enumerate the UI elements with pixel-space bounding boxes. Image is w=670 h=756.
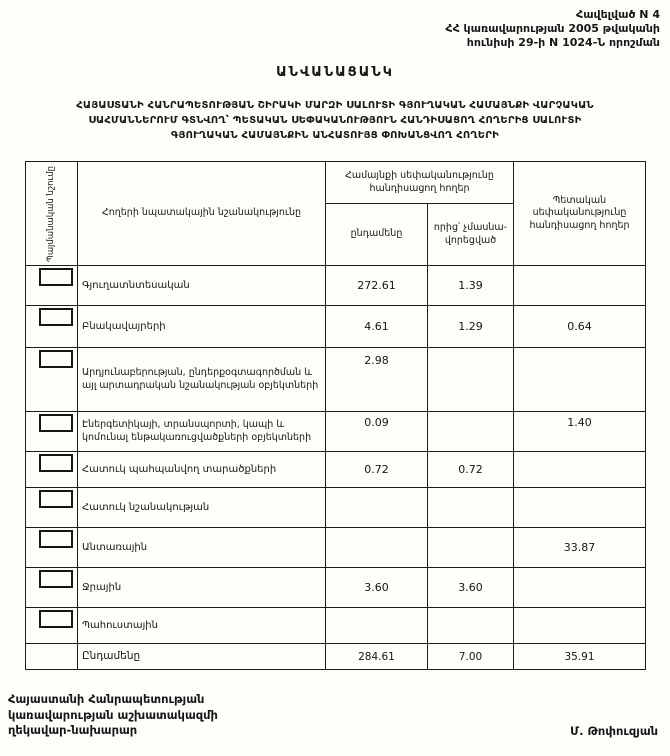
row-unprivatized: 3.60 — [428, 568, 514, 608]
table-row — [26, 348, 646, 412]
symbol-box — [39, 268, 73, 286]
col-header-state: Պետական սեփականությունը հանդիսացող հողեր — [514, 162, 646, 266]
row-unprivatized: 1.29 — [428, 306, 514, 348]
row-unprivatized: 0.72 — [428, 452, 514, 488]
land-transfer-table — [25, 161, 646, 670]
row-total: 0.09 — [326, 412, 428, 452]
row-total — [326, 528, 428, 568]
annex-line-1: Հավելված N 4 — [576, 8, 660, 21]
table-row — [26, 266, 646, 306]
total-unprivatized: 7.00 — [428, 644, 514, 670]
page-title: ԱՆՎԱՆԱՑԱՆԿ — [276, 65, 394, 81]
col-header-total: ընդամենը — [326, 204, 428, 266]
symbol-box — [39, 414, 73, 432]
signatory-line-1: Հայաստանի Հանրապետության — [8, 692, 205, 707]
document-footer — [0, 692, 670, 739]
signatory-line-2: կառավարության աշխատակազմի — [8, 707, 218, 722]
signatory-title — [8, 692, 218, 739]
row-label: Հատուկ պահպանվող տարածքների — [78, 452, 326, 488]
group-header-community: Համայնքի սեփականությունը հանդիսացող հողեր — [326, 162, 514, 204]
total-total: 284.61 — [326, 644, 428, 670]
symbol-box — [39, 610, 73, 628]
symbol-box — [39, 454, 73, 472]
subtitle-line-2: ՍԱՀՄԱՆՆԵՐՈՒՄ ԳՏՆՎՈՂ՝ ՊԵՏԱԿԱՆ ՍԵՓԱԿԱՆՈՒԹՅՈՒՆ ՀԱՆԴԻՍԱՑՈՂ ՀՈՂԵՐԻՑ ՍԱԼՈՒՏԻ — [88, 115, 582, 127]
symbol-box — [39, 490, 73, 508]
table-row — [26, 608, 646, 644]
row-label: Հատուկ նշանակության — [78, 488, 326, 528]
row-total: 2.98 — [326, 348, 428, 412]
row-unprivatized — [428, 528, 514, 568]
row-unprivatized — [428, 488, 514, 528]
symbol-box — [39, 570, 73, 588]
row-total: 0.72 — [326, 452, 428, 488]
row-total — [326, 488, 428, 528]
symbol-box — [39, 350, 73, 368]
table-row — [26, 452, 646, 488]
col-header-symbol — [26, 162, 78, 266]
row-unprivatized — [428, 412, 514, 452]
signature-name: Մ. Թոփուզյան — [570, 723, 658, 738]
total-state: 35.91 — [514, 644, 646, 670]
row-label: Արդյունաբերության, ընդերքօգտագործման և այլ արտադրական նշանակության օբյեկտների — [78, 348, 326, 412]
subtitle-line-1: ՀԱՅԱՍՏԱՆԻ ՀԱՆՐԱՊԵՏՈՒԹՅԱՆ ՇԻՐԱԿԻ ՄԱՐԶԻ ՍԱԼՈՒՏԻ ԳՅՈՒՂԱԿԱՆ ՀԱՄԱՅՆՔԻ ՎԱՐՉԱԿԱՆ — [76, 100, 594, 112]
row-unprivatized — [428, 608, 514, 644]
row-label: Էներգետիկայի, տրանսպորտի, կապի և կոմունալ ենթակառուցվածքների օբյեկտների — [78, 412, 326, 452]
row-label: Ջրային — [78, 568, 326, 608]
row-total — [326, 608, 428, 644]
annex-line-3: հունիսի 29-ի N 1024-Ն որոշման — [466, 35, 660, 49]
table-row — [26, 412, 646, 452]
col-header-unprivatized: որից՝ չմասնա-վորեցված — [428, 204, 514, 266]
symbol-box — [39, 308, 73, 326]
table-row — [26, 306, 646, 348]
symbol-box — [39, 530, 73, 548]
row-total: 272.61 — [326, 266, 428, 306]
total-label: Ընդամենը — [78, 644, 326, 670]
annex-line-2: ՀՀ կառավարության 2005 թվականի — [445, 21, 660, 35]
row-state — [514, 266, 646, 306]
row-total: 3.60 — [326, 568, 428, 608]
row-unprivatized: 1.39 — [428, 266, 514, 306]
signatory-line-3: ղեկավար-նախարար — [8, 723, 138, 738]
col-header-symbol-label: Պայմանական նշումը — [46, 165, 57, 262]
table-row — [26, 528, 646, 568]
table-total-row — [26, 644, 646, 670]
annex-reference — [0, 0, 670, 49]
row-state — [514, 348, 646, 412]
row-state — [514, 568, 646, 608]
row-state: 33.87 — [514, 528, 646, 568]
document-subtitle — [0, 98, 670, 143]
row-state: 0.64 — [514, 306, 646, 348]
col-header-purpose: Հողերի նպատակային նշանակությունը — [78, 162, 326, 266]
table-row — [26, 488, 646, 528]
row-state: 1.40 — [514, 412, 646, 452]
row-unprivatized — [428, 348, 514, 412]
row-label: Բնակավայրերի — [78, 306, 326, 348]
row-state — [514, 488, 646, 528]
row-label: Պահուստային — [78, 608, 326, 644]
row-total: 4.61 — [326, 306, 428, 348]
subtitle-line-3: ԳՅՈՒՂԱԿԱՆ ՀԱՄԱՅՆՔԻՆ ԱՆՀԱՏՈՒՅՑ ՓՈԽԱՆՑՎՈՂ ՀՈՂԵՐԻ — [171, 130, 499, 142]
row-label: Անտառային — [78, 528, 326, 568]
row-state — [514, 608, 646, 644]
table-row — [26, 568, 646, 608]
row-state — [514, 452, 646, 488]
row-label: Գյուղատնտեսական — [78, 266, 326, 306]
